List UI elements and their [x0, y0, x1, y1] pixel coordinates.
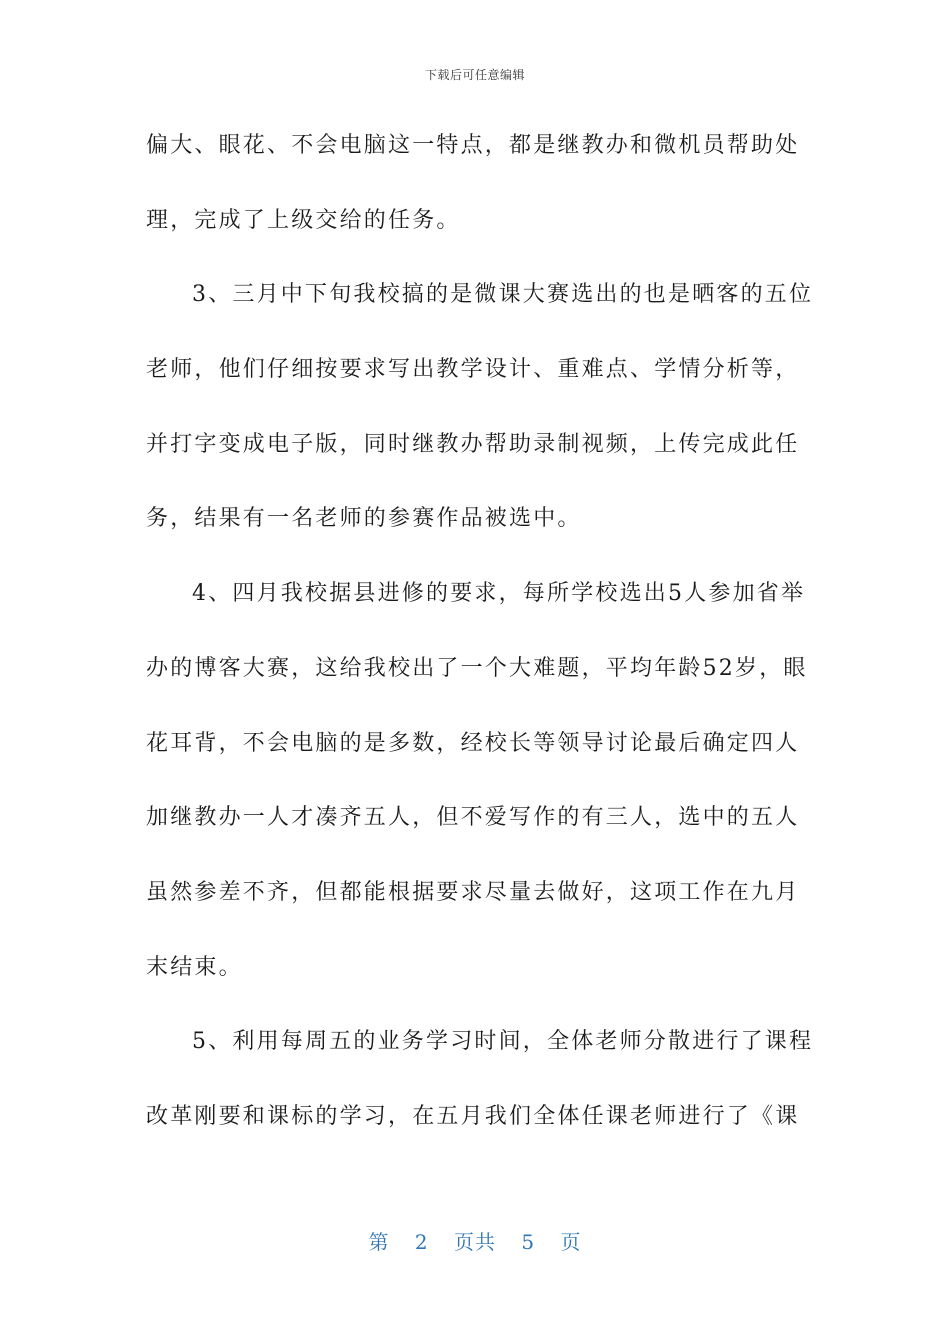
body-line: 末结束。	[146, 954, 243, 980]
paragraph-5-start: 5、利用每周五的业务学习时间，全体老师分散进行了课程	[192, 1029, 814, 1055]
body-line: 老师，他们仔细按要求写出教学设计、重难点、学情分析等，	[146, 357, 800, 383]
footer-suffix: 页	[560, 1230, 582, 1254]
body-line: 加继教办一人才凑齐五人，但不爱写作的有三人，选中的五人	[146, 805, 800, 831]
current-page-number: 2	[414, 1230, 429, 1254]
body-line: 偏大、眼花、不会电脑这一特点，都是继教办和微机员帮助处	[146, 133, 800, 158]
page-header: 下载后可任意编辑	[424, 68, 525, 82]
body-line: 并打字变成电子版，同时继教办帮助录制视频，上传完成此任	[146, 431, 800, 457]
body-line: 花耳背，不会电脑的是多数，经校长等领导讨论最后确定四人	[146, 730, 800, 756]
body-line: 虽然参差不齐，但都能根据要求尽量去做好，这项工作在九月	[146, 879, 800, 905]
body-line: 改革刚要和课标的学习，在五月我们全体任课老师进行了《课	[146, 1103, 800, 1129]
document-body	[146, 128, 816, 1174]
total-pages-number: 5	[521, 1230, 536, 1254]
body-line: 办的博客大赛，这给我校出了一个大难题，平均年龄52岁，眼	[146, 655, 808, 681]
page-footer	[0, 1226, 950, 1255]
paragraph-3-start: 3、三月中下旬我校搞的是微课大赛选出的也是晒客的五位	[192, 282, 814, 308]
footer-middle: 页共	[454, 1230, 496, 1254]
footer-prefix: 第	[368, 1230, 390, 1254]
body-line: 务，结果有一名老师的参赛作品被选中。	[146, 506, 582, 532]
paragraph-4-start: 4、四月我校据县进修的要求，每所学校选出5人参加省举	[192, 581, 806, 607]
body-line: 理，完成了上级交给的任务。	[146, 207, 461, 233]
